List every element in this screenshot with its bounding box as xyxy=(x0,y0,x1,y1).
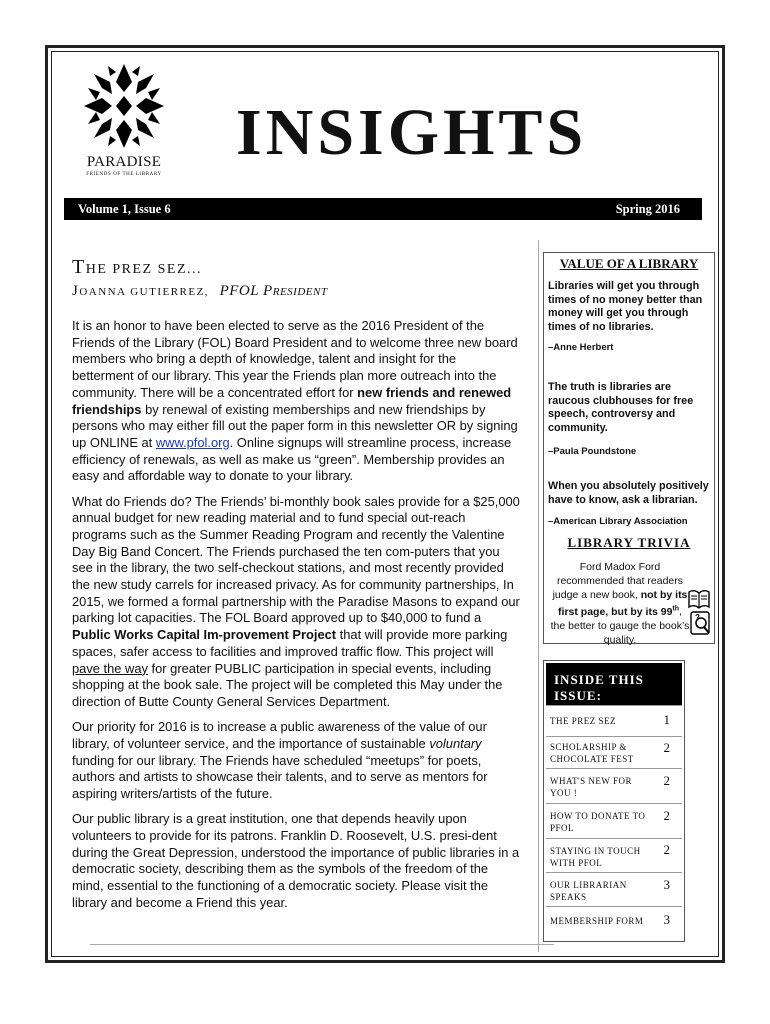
toc-heading: INSIDE THIS ISSUE: xyxy=(546,663,682,705)
magnifier-question-icon xyxy=(690,611,712,637)
logo-name: PARADISE xyxy=(86,154,162,170)
snowflake-logo-icon xyxy=(82,62,166,150)
trivia-text: Ford Madox Ford recommended that readers judge a new book, not by its first page, but by its 99th, the better to gauge the book’s quality. xyxy=(550,561,690,646)
quote-author: –Paula Poundstone xyxy=(548,446,637,457)
volume-issue: Volume 1, Issue 6 xyxy=(78,202,171,216)
quote-text: Libraries will get you through times of no money better than money will get you through times of no libraries. xyxy=(548,280,703,333)
paragraph: What do Friends do? The Friends’ bi-monthly book sales provide for a $25,000 annual budget for new reading material and to fund special out-reach programs such as the Summer Reading Program and recently the Valentine Day Big Band Concert. The Friends purchased the ten com-puters that you see in the library, the two self-checkout stations, and most recently provided the new study carrels for increased privacy. As for community partnerships, In 2015, we formed a formal partnership with the Paradise Masons to expand our parking lot capacities. The FOL Board approved up to $40,000 to fund a Public Works Capital Im-provement Project that will provide more parking spaces, safer access to facilities and improved traffic flow. This project will pave the way for greater PUBLIC participation in special events, including shopping at the book sale. The project will be completed this May under the direction of Butte County General Services Department. xyxy=(72,493,520,709)
divider xyxy=(90,944,554,945)
trivia-heading: LIBRARY TRIVIA xyxy=(567,535,691,550)
quote-text: When you absolutely positively have to know, ask a librarian. xyxy=(548,480,709,506)
value-heading: VALUE OF A LIBRARY xyxy=(559,256,699,271)
svg-text:?: ? xyxy=(695,613,700,622)
open-book-icon xyxy=(687,588,711,610)
quote-text: The truth is libraries are raucous clubhouses for free speech, controversy and community. xyxy=(548,381,694,434)
paradise-logo xyxy=(78,62,174,182)
paragraph: It is an honor to have been elected to serve as the 2016 President of the Friends of the Library (FOL) Board President and to welcome three new board members who bring a depth of knowledge, talent and insight for the betterment of our library. This year the Friends plan more outreach into the community. There will be a concentrated effort for new friends and renewed friendships by renewal of existing memberships and new friendships by persons who may either fill out the paper form in this newsletter OR by signing up ONLINE at www.pfol.org. Online signups will streamline process, increase efficiency of renewals, as well as make us “green”. Membership provides an easy and affordable way to donate to your library. xyxy=(72,318,518,484)
logo-subtitle: FRIENDS OF THE LIBRARY xyxy=(86,172,162,177)
season: Spring 2016 xyxy=(615,202,680,216)
paragraph: Our public library is a great institution, one that depends heavily upon volunteers to provide for its patrons. Franklin D. Roosevelt, U.S. presi-dent during the Great Depression, understood the importance of public libraries in a democratic society, describing them as the symbols of the freedom of the mind, essential to the functioning of a democratic society. Please visit the library and become a Friend this year. xyxy=(72,811,520,910)
column-divider xyxy=(538,240,539,952)
article-author: JOANNA GUTIERREZ, PFOL PRESIDENT xyxy=(72,283,328,299)
toc-item[interactable]: STAYING IN TOUCH WITH PFOL 2 xyxy=(546,838,682,872)
toc-item[interactable]: THE PREZ SEZ 1 xyxy=(546,705,682,736)
toc-item[interactable]: OUR LIBRARIAN SPEAKS 3 xyxy=(546,872,682,906)
volume-bar xyxy=(64,198,702,220)
newsletter-title: INSIGHTS xyxy=(236,96,588,169)
toc-item[interactable]: SCHOLARSHIP & CHOCOLATE FEST 2 xyxy=(546,736,682,768)
toc-item[interactable]: MEMBERSHIP FORM 3 xyxy=(546,906,682,941)
quote-author: –American Library Association xyxy=(548,516,688,527)
pfol-website-link[interactable]: www.pfol.org xyxy=(155,434,230,450)
quote-author: –Anne Herbert xyxy=(548,342,614,353)
article-header xyxy=(72,256,520,300)
article-body xyxy=(72,318,520,920)
toc-item[interactable]: WHAT'S NEW FOR YOU ! 2 xyxy=(546,768,682,803)
toc-item[interactable]: HOW TO DONATE TO PFOL 2 xyxy=(546,803,682,838)
paragraph: Our priority for 2016 is to increase a public awareness of the value of our library, of volunteer service, and the importance of sustainable voluntary funding for our library. The Friends have scheduled “meetups” for poets, authors and artists to showcase their talents, and to serve as mentors for aspiring writers/artists of the future. xyxy=(72,719,488,801)
article-title: THE PREZ SEZ... xyxy=(72,256,202,278)
